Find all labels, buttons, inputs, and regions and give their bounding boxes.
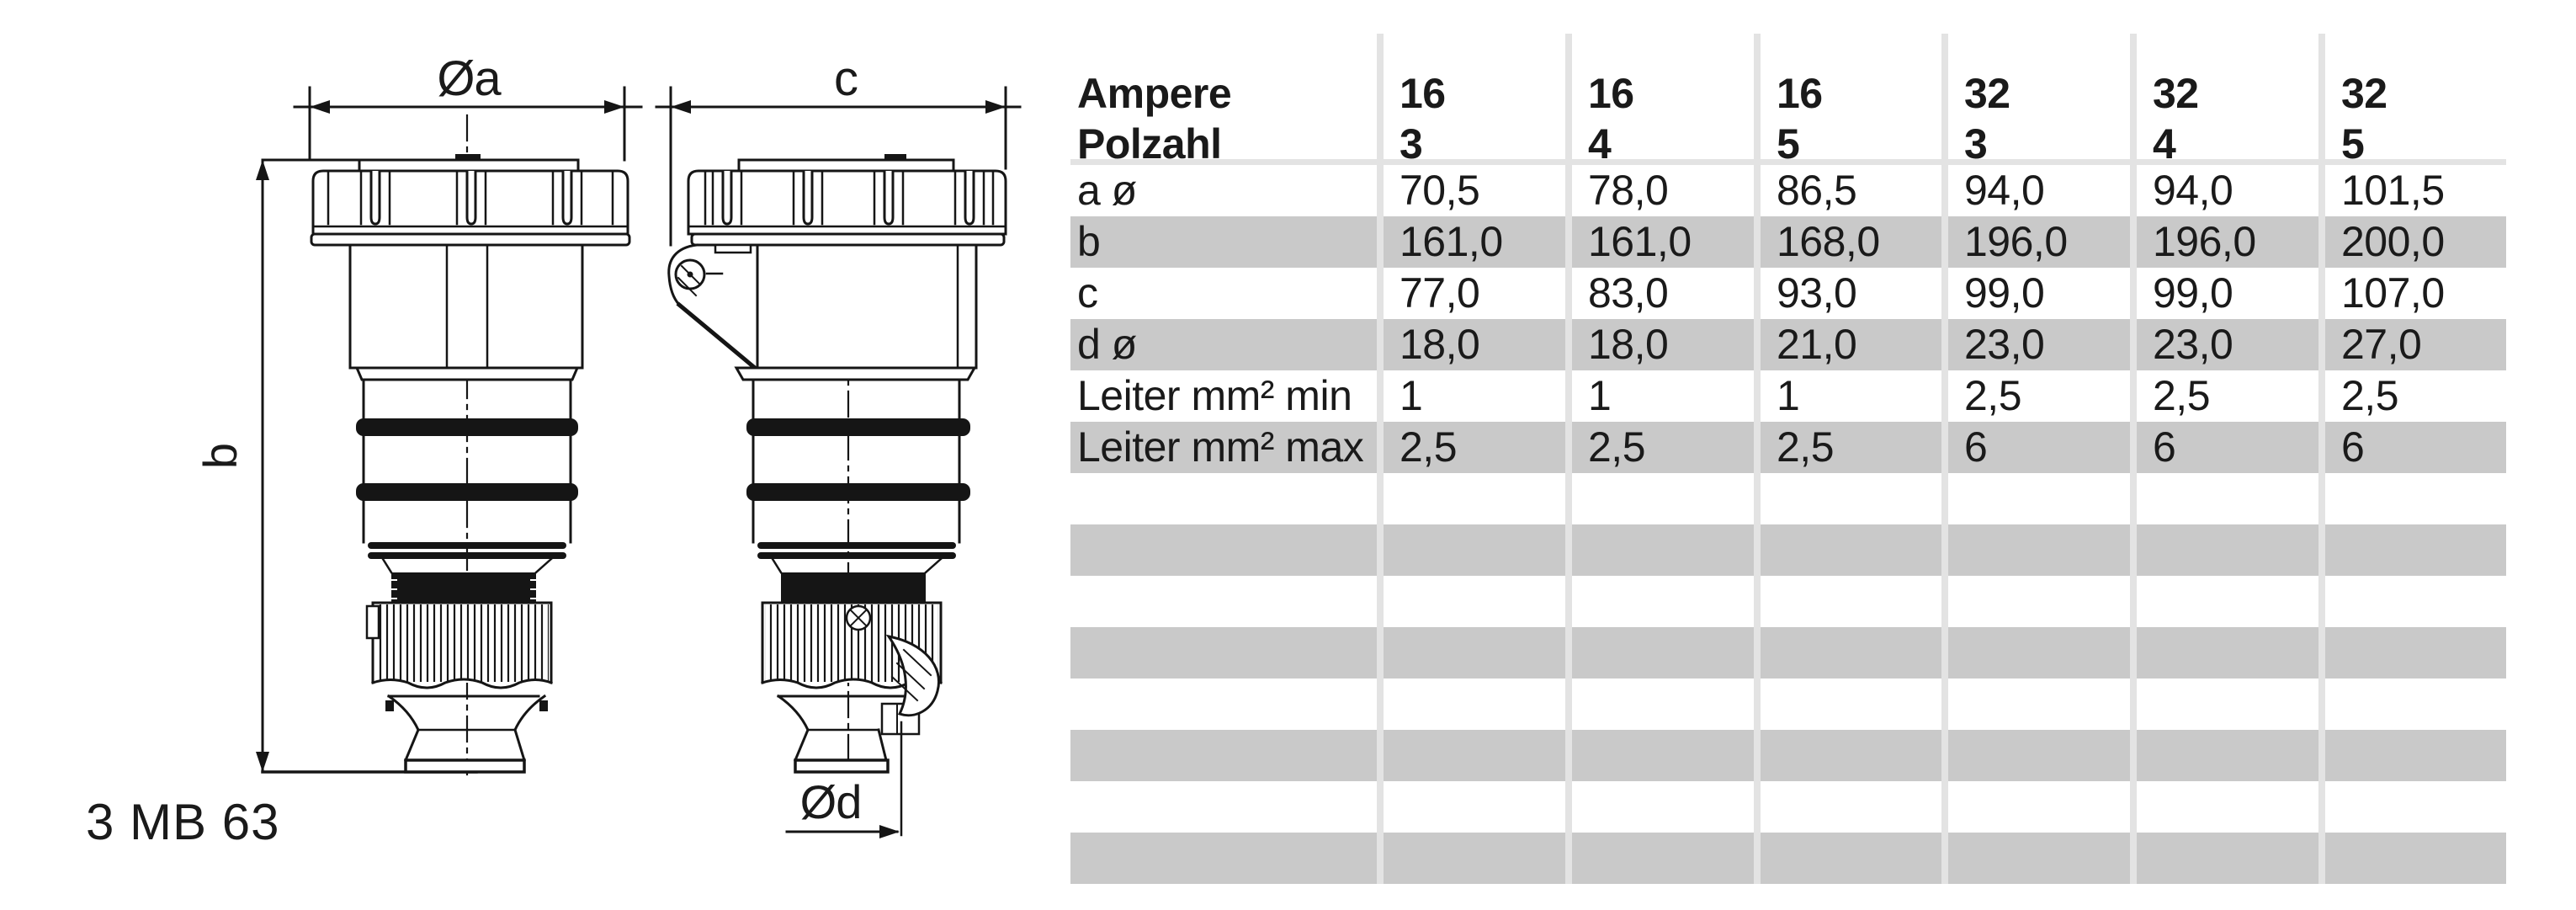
dimension-value: 6 (2341, 423, 2365, 471)
dimension-value: 2,5 (1400, 423, 1458, 471)
dimension-value: 94,0 (2153, 167, 2233, 214)
table-row-empty (1070, 679, 2506, 730)
table-row-empty (1070, 627, 2506, 679)
dimension-value: 2,5 (1964, 372, 2022, 419)
dimension-value: 18,0 (1400, 321, 1480, 368)
header-value: 16 (1400, 70, 1446, 117)
table-row-d (1070, 319, 2506, 370)
dimension-value: 27,0 (2341, 321, 2422, 368)
row-label: d ø (1077, 321, 1137, 368)
table-row-a (1070, 165, 2506, 216)
header-label: Ampere (1077, 70, 1232, 117)
header-value: 32 (1964, 70, 2010, 117)
dimension-value: 196,0 (1964, 218, 2068, 265)
table-row-empty (1070, 781, 2506, 833)
header-value: 5 (1777, 120, 1800, 168)
dimension-value: 2,5 (1777, 423, 1835, 471)
table-row-c (1070, 268, 2506, 319)
table-header-ampere (1070, 70, 2506, 117)
table-header-polzahl (1070, 120, 2506, 168)
dimension-value: 2,5 (2341, 372, 2399, 419)
dimension-value: 77,0 (1400, 269, 1480, 317)
dimension-value: 2,5 (1588, 423, 1646, 471)
header-value: 4 (2153, 120, 2176, 168)
dimension-value: 101,5 (2341, 167, 2445, 214)
dim-label-a: Øa (437, 51, 501, 106)
dim-label-d: Ød (799, 775, 862, 828)
dim-label-c: c (834, 51, 858, 106)
dimension-value: 23,0 (1964, 321, 2045, 368)
product-code: 3 MB 63 (86, 794, 280, 850)
table-row-leiter-max (1070, 422, 2506, 473)
row-label: Leiter mm² max (1077, 423, 1364, 471)
dimension-value: 6 (2153, 423, 2176, 471)
dimension-value: 200,0 (2341, 218, 2445, 265)
dimension-value: 99,0 (1964, 269, 2045, 317)
table-row-empty (1070, 576, 2506, 627)
dimension-value: 99,0 (2153, 269, 2233, 317)
connector-technical-drawing (0, 0, 1077, 910)
header-value: 3 (1964, 120, 1988, 168)
table-row-empty (1070, 524, 2506, 576)
dimension-value: 1 (1777, 372, 1800, 419)
header-value: 32 (2153, 70, 2199, 117)
dimension-value: 93,0 (1777, 269, 1857, 317)
table-row-leiter-min (1070, 370, 2506, 422)
dimension-value: 2,5 (2153, 372, 2211, 419)
row-label: a ø (1077, 167, 1137, 214)
table-row-empty (1070, 730, 2506, 781)
header-value: 4 (1588, 120, 1612, 168)
dimension-value: 1 (1588, 372, 1612, 419)
row-label: c (1077, 269, 1098, 317)
table-row-empty (1070, 833, 2506, 884)
table-row-b (1070, 216, 2506, 268)
dimensions-table (1070, 34, 2506, 896)
dimension-value: 196,0 (2153, 218, 2256, 265)
dimension-value: 107,0 (2341, 269, 2445, 317)
dimension-value: 86,5 (1777, 167, 1857, 214)
dimension-value: 161,0 (1400, 218, 1503, 265)
dimension-value: 94,0 (1964, 167, 2045, 214)
table-row-empty (1070, 473, 2506, 524)
header-label: Polzahl (1077, 120, 1222, 168)
dimension-value: 23,0 (2153, 321, 2233, 368)
dimension-value: 70,5 (1400, 167, 1480, 214)
dim-label-b: b (194, 443, 247, 470)
dimension-value: 21,0 (1777, 321, 1857, 368)
header-value: 16 (1777, 70, 1823, 117)
dimension-value: 18,0 (1588, 321, 1669, 368)
row-label: b (1077, 218, 1101, 265)
dimension-value: 6 (1964, 423, 1988, 471)
dimension-value: 83,0 (1588, 269, 1669, 317)
header-value: 16 (1588, 70, 1634, 117)
dimension-value: 168,0 (1777, 218, 1880, 265)
dimension-value: 161,0 (1588, 218, 1692, 265)
header-value: 3 (1400, 120, 1423, 168)
dimension-value: 1 (1400, 372, 1423, 419)
header-value: 5 (2341, 120, 2365, 168)
dimension-value: 78,0 (1588, 167, 1669, 214)
row-label: Leiter mm² min (1077, 372, 1352, 419)
header-value: 32 (2341, 70, 2387, 117)
